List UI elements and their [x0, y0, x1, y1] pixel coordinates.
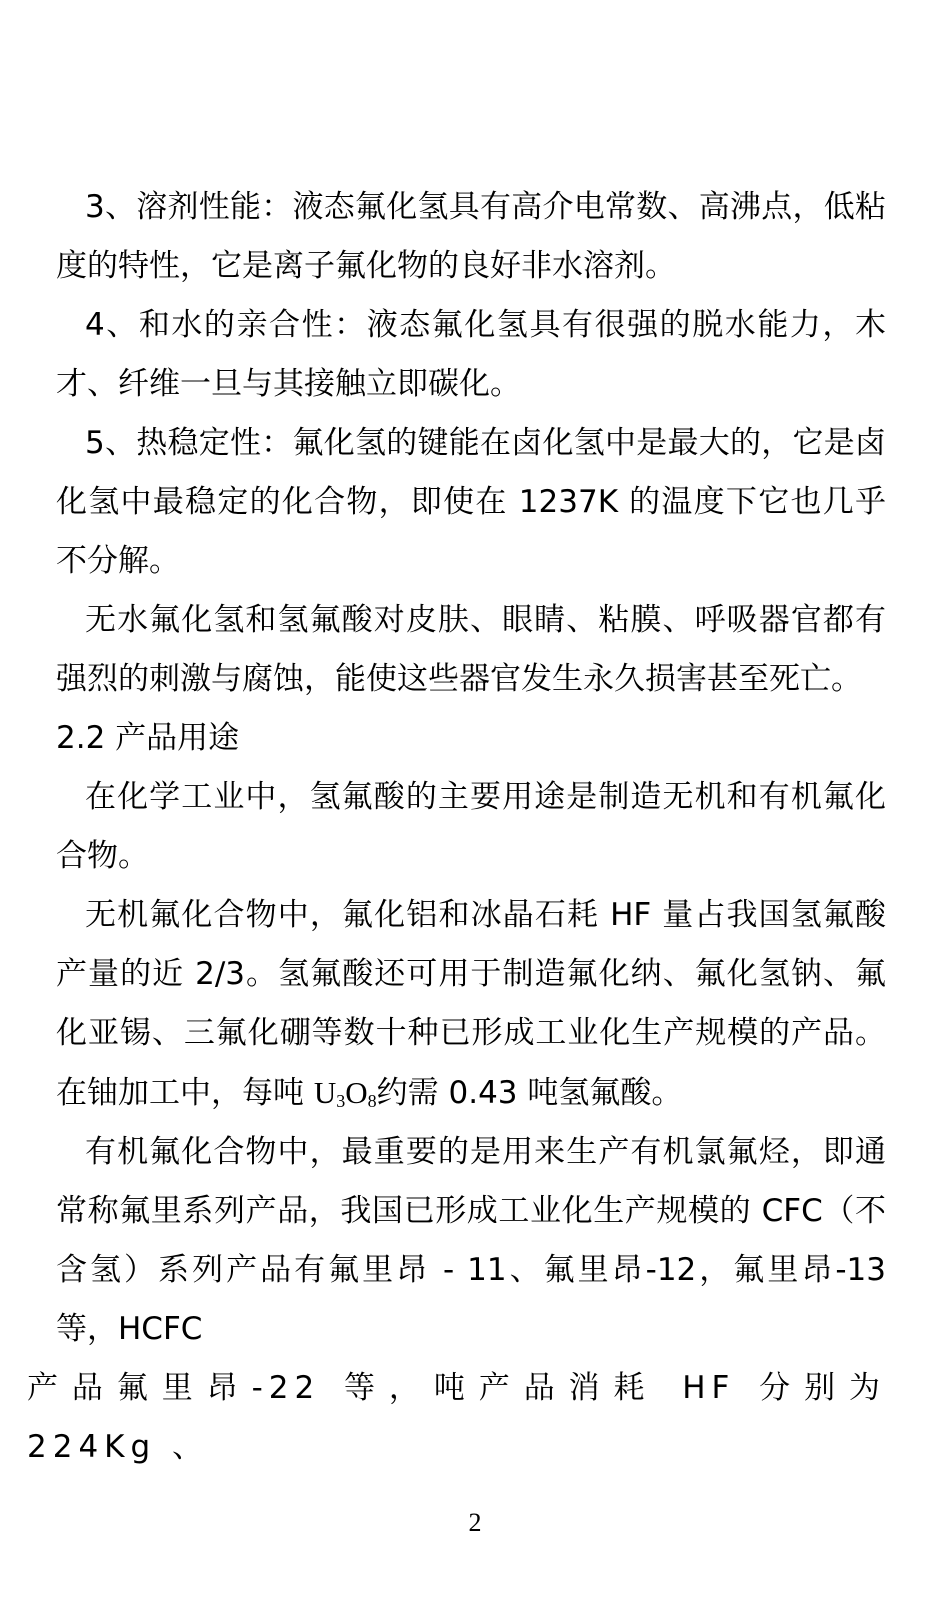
paragraph-thermal-stability: 5、热稳定性：氟化氢的键能在卤化氢中是最大的，它是卤化氢中最稳定的化合物，即使在 1237K 的温度下它也几乎不分解。 — [56, 425, 886, 579]
section-heading: 2.2 产品用途 — [56, 720, 240, 756]
inorganic-fluorides-text: 无机氟化合物中，氟化铝和冰晶石耗 HF 量占我国氢氟酸产量的近 2/3。氢氟酸还可用于制造氟化纳、氟化氢钠、氟化亚锡、三氟化硼等数十种已形成工业化生产规模的产品。在铀加工中，每吨 — [56, 897, 886, 1111]
document-body — [27, 178, 886, 1477]
paragraph-solvent-property: 3、溶剂性能：液态氟化氢具有高介电常数、高沸点，低粘度的特性，它是离子氟化物的良好非水溶剂。 — [56, 189, 886, 284]
inorganic-fluorides-tail: 约需 0.43 吨氢氟酸。 — [376, 1075, 683, 1111]
paragraph-water-affinity: 4、和水的亲合性：液态氟化氢具有很强的脱水能力，木才、纤维一旦与其接触立即碳化。 — [56, 307, 886, 402]
organic-fluorides-text: 有机氟化合物中，最重要的是用来生产有机氯氟烃，即通常称氟里系列产品，我国已形成工业化生产规模的 CFC（不含氢）系列产品有氟里昂 - 11、氟里昂-12，氟里昂-13 等，HCFC — [56, 1134, 886, 1347]
organic-fluorides-last-line: 产品氟里昂-22 等，吨产品消耗 HF 分别为 224Kg 、 — [27, 1370, 886, 1465]
paragraph-inorganic-fluorides — [56, 886, 886, 1123]
page-number: 2 — [468, 1508, 482, 1537]
paragraph-organic-fluorides — [27, 1123, 886, 1477]
paragraph-main-use: 在化学工业中，氢氟酸的主要用途是制造无机和有机氟化合物。 — [56, 779, 886, 874]
paragraph-hazard-warning: 无水氟化氢和氢氟酸对皮肤、眼睛、粘膜、呼吸器官都有强烈的刺激与腐蚀，能使这些器官发生永久损害甚至死亡。 — [56, 602, 886, 697]
uranium-oxide-formula: $U_3O_8$ — [313, 1075, 377, 1111]
